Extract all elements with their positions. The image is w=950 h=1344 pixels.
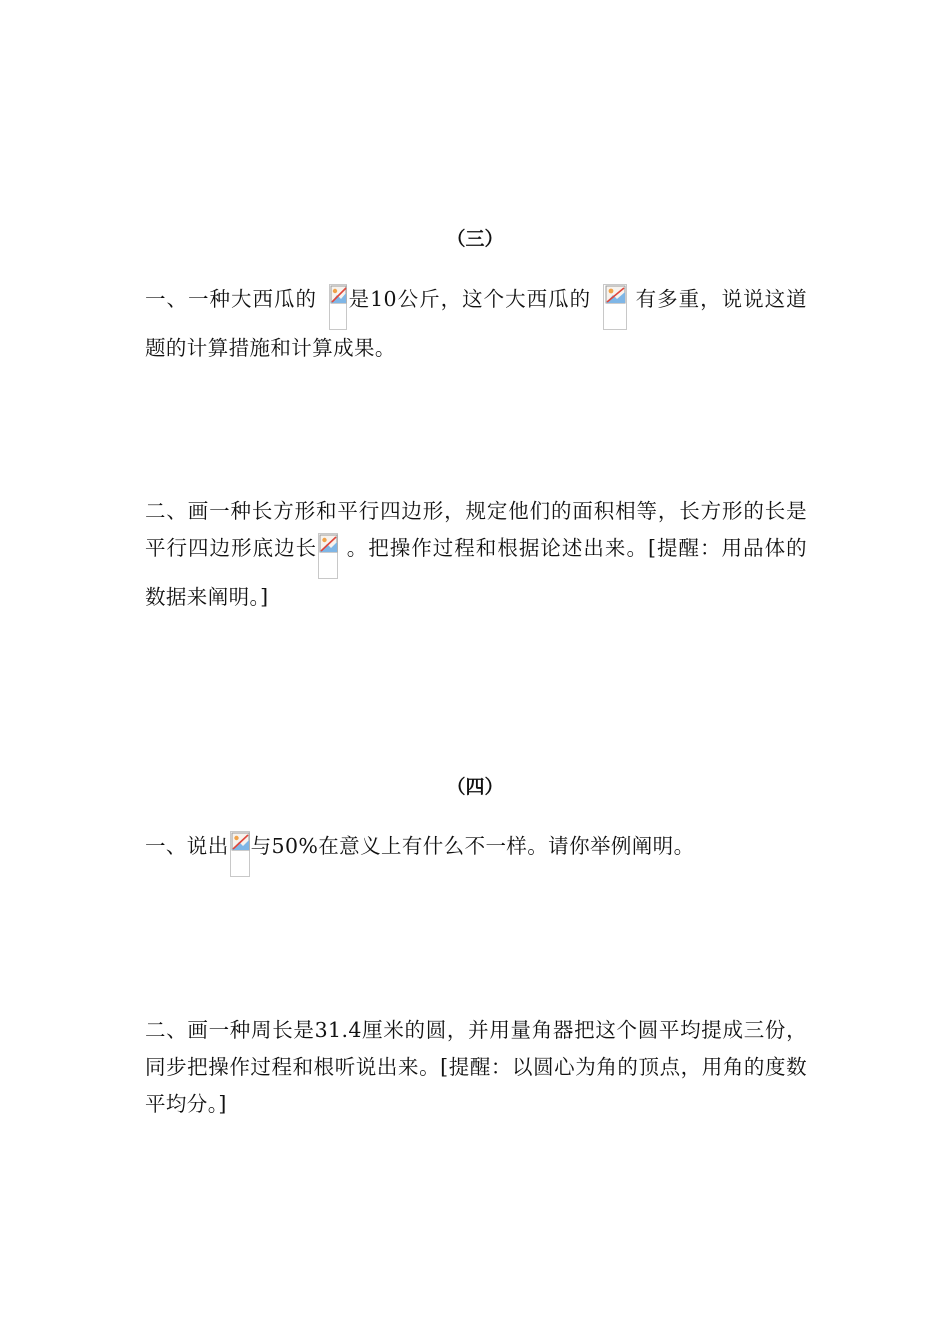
question-text: 。把操作过程和根据论述出来。[提醒：用品体的数据来阐明。] [145,536,807,609]
question-text: 一、一种大西瓜的 [145,287,317,311]
question-text: 与50%在意义上有什么不一样。请你举例阐明。 [250,834,695,858]
section-3-question-1 [145,281,807,367]
section-4-question-1 [145,828,807,877]
broken-image-icon [230,831,250,877]
question-text: 一、说出 [145,834,229,858]
broken-image-icon [603,284,627,330]
question-text: 二、画一种周长是31.4厘米的圆，并用量角器把这个圆平均提成三份，同步把操作过程和根听说出来。[提醒：以圆心为角的顶点，用角的度数平均分。] [145,1018,807,1116]
question-text: 有多重，说说这道题的计算措施和计算成果。 [145,287,807,360]
question-text: 二、画一种长方形和平行四边形，规定他们的面积相等，长方形的长是平行四边形底边长 [145,499,807,560]
section-4-question-2 [145,1012,807,1123]
broken-image-icon [318,533,338,579]
section-3-question-2 [145,493,807,616]
section-3-heading: （三） [446,228,504,250]
question-text: 是10公斤，这个大西瓜的 [348,287,592,311]
broken-image-icon [329,284,347,330]
section-4-heading: （四） [446,776,504,798]
